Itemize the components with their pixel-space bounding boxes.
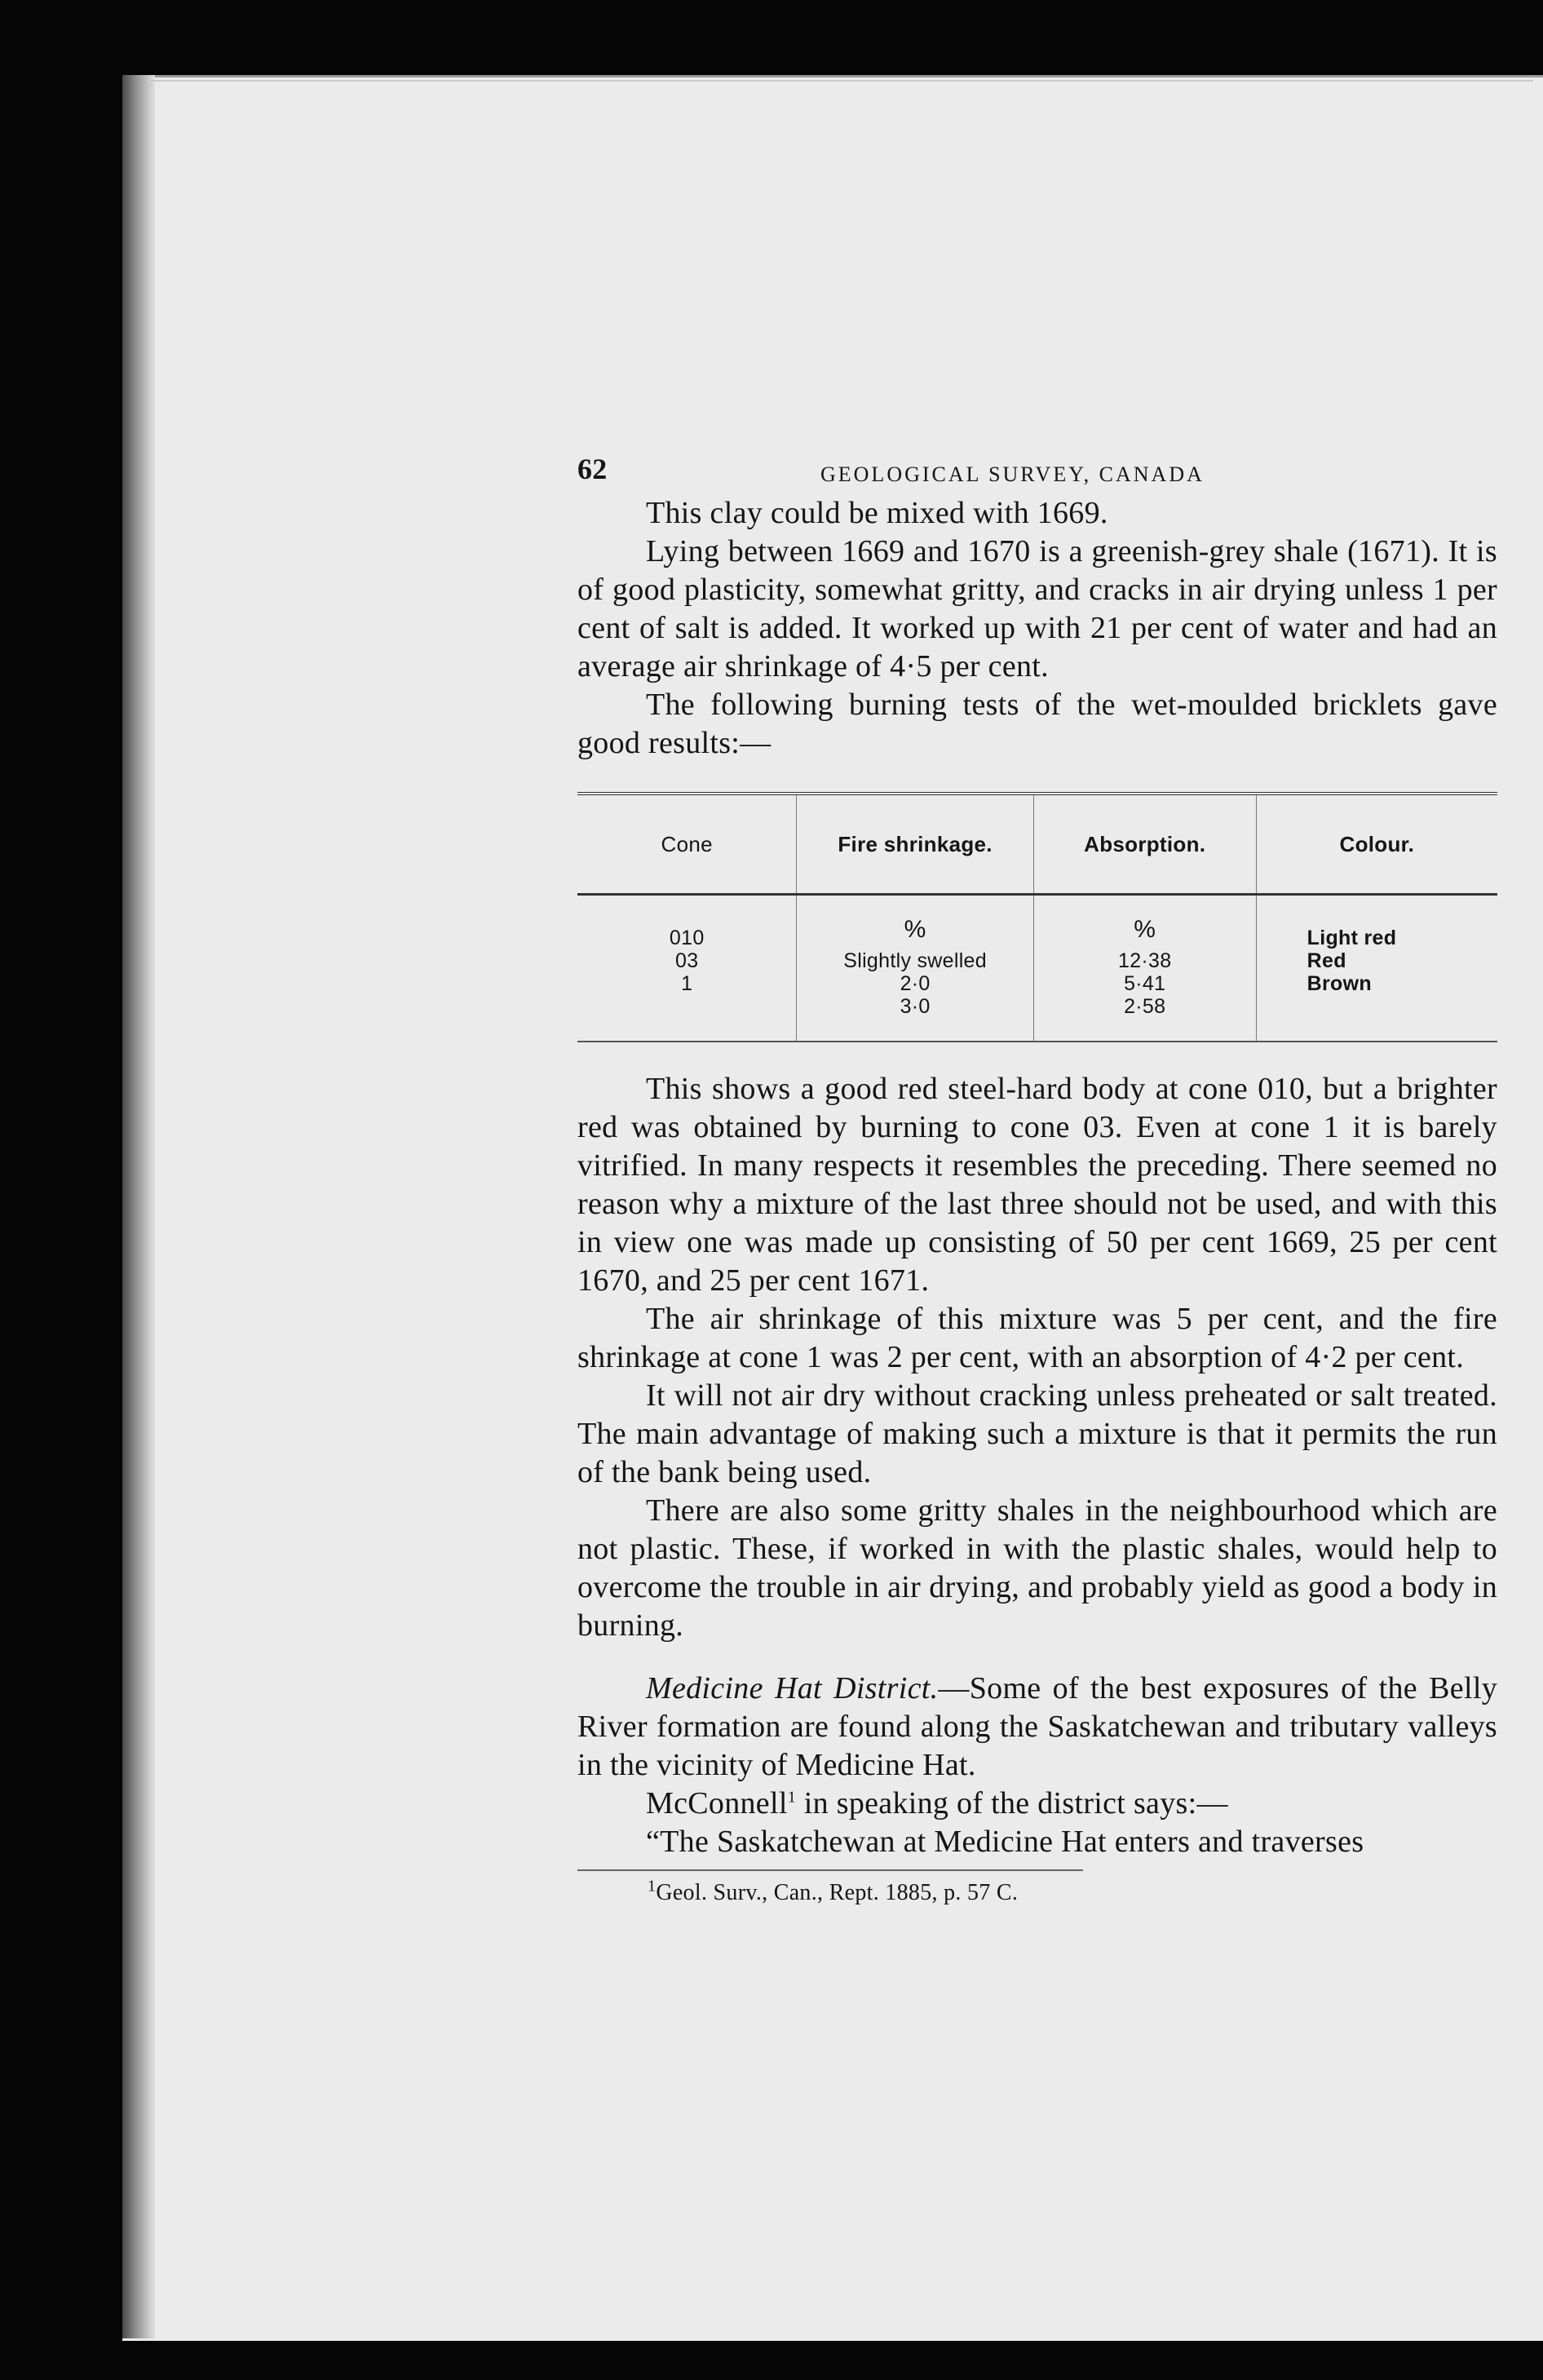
percent-unit: % bbox=[904, 916, 926, 943]
header-cone: Cone bbox=[577, 794, 797, 895]
paragraph-quote: “The Saskatchewan at Medicine Hat enters and traverses bbox=[646, 1825, 1364, 1859]
mcconnell-name: McConnell bbox=[646, 1786, 788, 1820]
cell-absorption: 2·58 bbox=[1124, 995, 1166, 1018]
section-text: —Some of the best exposures of the Belly River formation are found along the Saskatchewan and tributary valleys in the vicinity of Medicine Hat. bbox=[577, 1671, 1497, 1782]
burning-tests-table bbox=[577, 792, 1497, 1042]
colour-column bbox=[1256, 895, 1497, 1042]
section-heading: Medicine Hat District. bbox=[646, 1671, 939, 1705]
cell-absorption: 12·38 bbox=[1117, 949, 1172, 972]
header-title: GEOLOGICAL SURVEY, CANADA bbox=[820, 462, 1205, 486]
cell-cone: 010 bbox=[669, 927, 705, 949]
percent-unit: % bbox=[1134, 916, 1156, 943]
cell-fire-shrinkage: 3·0 bbox=[900, 995, 931, 1018]
cell-colour: Light red bbox=[1306, 927, 1397, 949]
cone-column bbox=[577, 895, 797, 1042]
paragraph-mixed-1669: This clay could be mixed with 1669. bbox=[646, 496, 1108, 530]
table-header-row bbox=[577, 794, 1497, 895]
footnote-marker: 1 bbox=[648, 1877, 657, 1896]
paragraph-medicine-hat bbox=[577, 1670, 1497, 1785]
cell-cone: 03 bbox=[675, 949, 699, 972]
footnote-ref: 1 bbox=[787, 1788, 796, 1807]
page-top-edge bbox=[147, 80, 1533, 98]
running-header bbox=[577, 440, 1497, 489]
cell-colour: Brown bbox=[1306, 972, 1372, 995]
footnote-divider bbox=[577, 1869, 1083, 1871]
footnote bbox=[577, 1879, 1497, 1907]
paragraph-shale-1671: Lying between 1669 and 1670 is a greenish-grey shale (1671). It is of good plasticity, somewhat gritty, and cracks in air drying unless 1 per cent of salt is added. It worked up with 21 per cent of water and had an average air shrinkage of 4·5 per cent. bbox=[577, 534, 1497, 683]
table-row bbox=[577, 895, 1497, 1042]
cell-fire-shrinkage: Slightly swelled bbox=[843, 949, 987, 972]
mcconnell-text: in speaking of the district says:— bbox=[796, 1786, 1228, 1820]
cell-absorption: 5·41 bbox=[1124, 972, 1166, 995]
paragraph-mixture-shrinkage: The air shrinkage of this mixture was 5 per cent, and the fire shrinkage at cone 1 was 2 per cent, with an absorption of 4·2 per cent. bbox=[577, 1302, 1497, 1374]
page-text-block bbox=[577, 440, 1497, 1907]
absorption-column bbox=[1033, 895, 1256, 1042]
cell-cone: 1 bbox=[681, 972, 693, 995]
cell-fire-shrinkage: 2·0 bbox=[900, 972, 931, 995]
header-colour: Colour. bbox=[1256, 794, 1497, 895]
page-binding-edge bbox=[122, 75, 155, 2338]
cell-colour: Red bbox=[1306, 949, 1346, 972]
footnote-text: Geol. Surv., Can., Rept. 1885, p. 57 C. bbox=[656, 1880, 1019, 1905]
header-absorption: Absorption. bbox=[1033, 794, 1256, 895]
paragraph-air-dry: It will not air dry without cracking unless preheated or salt treated. The main advantage of making such a mixture is that it permits the run of the bank being used. bbox=[577, 1378, 1497, 1489]
paragraph-burning-tests-intro: The following burning tests of the wet-moulded bricklets gave good results:— bbox=[577, 688, 1497, 760]
header-fire-shrinkage: Fire shrinkage. bbox=[797, 794, 1033, 895]
fire-shrinkage-column bbox=[797, 895, 1033, 1042]
page-number: 62 bbox=[577, 453, 608, 485]
paragraph-results-discussion: This shows a good red steel-hard body at cone 010, but a brighter red was obtained by burning to cone 03. Even at cone 1 it is barely vitrified. In many respects it resembles the preceding. There seemed no reason why a mixture of the last three should not be used, and with this in view one was made up consisting of 50 per cent 1669, 25 per cent 1670, and 25 per cent 1671. bbox=[577, 1072, 1497, 1298]
paragraph-mcconnell bbox=[577, 1785, 1497, 1823]
paragraph-gritty-shales: There are also some gritty shales in the neighbourhood which are not plastic. These, if worked in with the plastic shales, would help to overcome the trouble in air drying, and probably yield as good a body in burning. bbox=[577, 1493, 1497, 1643]
